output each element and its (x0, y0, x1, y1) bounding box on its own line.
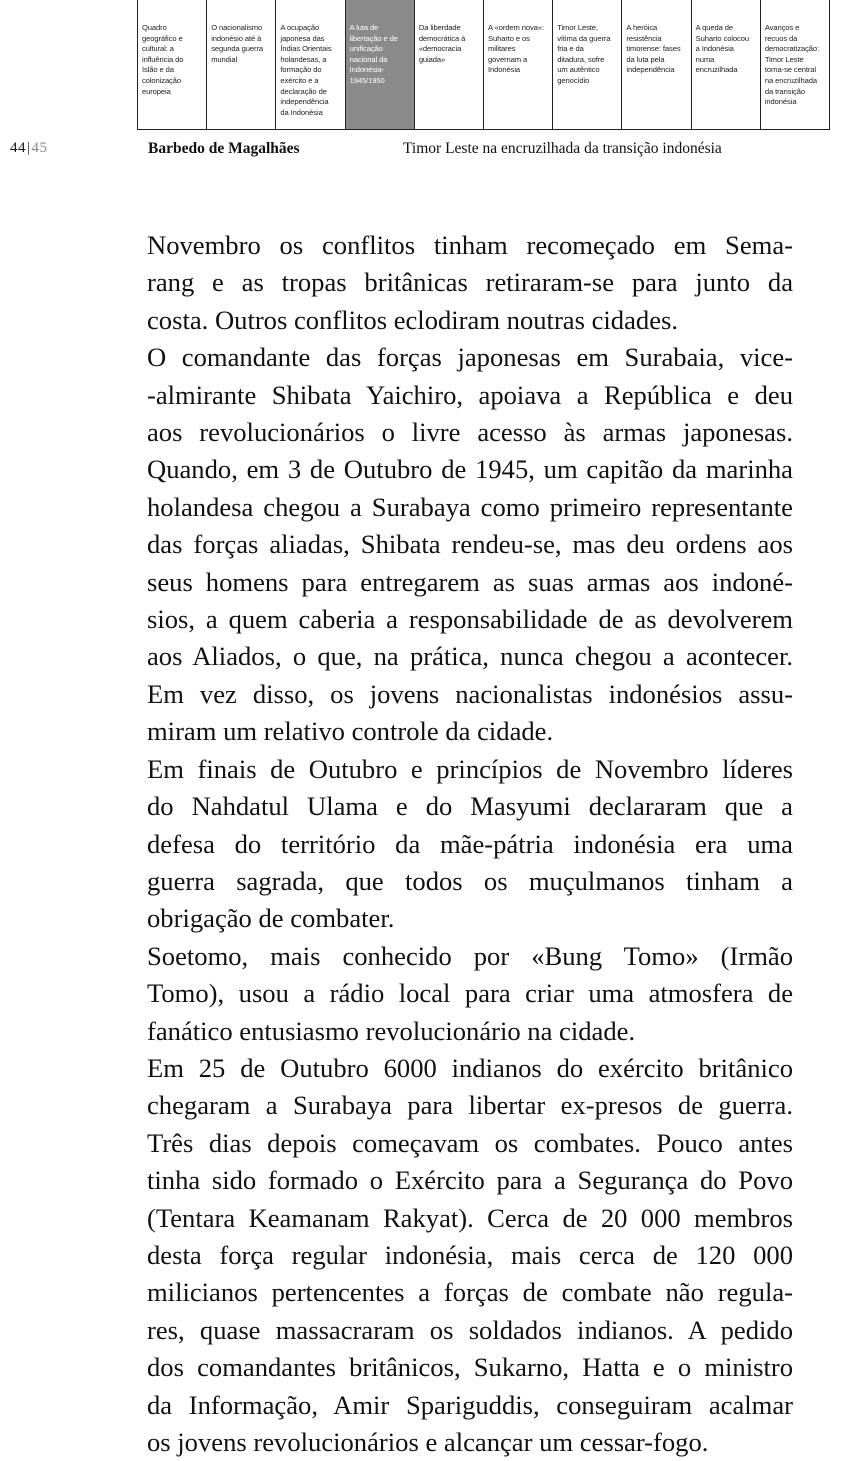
chapter-cell-line: unificação (349, 44, 383, 54)
body-line: dos comandantes britânicos, Sukarno, Hatta e o ministro (147, 1352, 793, 1383)
chapter-cell (414, 0, 483, 129)
chapter-cell-active (345, 0, 414, 129)
chapter-navigation-strip (137, 0, 830, 130)
chapter-cell-line: Suharto colocou (695, 33, 750, 43)
chapter-cell-line: encruzilhada (695, 65, 738, 75)
chapter-cell-line: da luta pela (626, 54, 665, 64)
page-number-right: 45 (31, 140, 48, 156)
chapter-cell-line: indonésio até à (211, 33, 262, 43)
chapter-cell (552, 0, 621, 129)
chapter-cell-line: na encruzilhada (764, 75, 817, 85)
body-line: rang e as tropas britânicas retiraram-se para junto da (147, 267, 793, 298)
chapter-cell-line: Suharto e os (488, 33, 530, 43)
page-number (10, 140, 48, 157)
body-line: do Nahdatul Ulama e do Masyumi declararam que a (147, 791, 793, 822)
body-line: seus homens para entregarem as suas armas aos indoné- (147, 566, 793, 597)
chapter-cell-line: fria e da (557, 44, 584, 54)
chapter-cell-line: independência (280, 97, 329, 107)
chapter-cell-line: resistência (626, 33, 662, 43)
chapter-cell (275, 0, 344, 129)
chapter-cell-line: militares (488, 44, 516, 54)
chapter-cell-line: A ocupação (280, 23, 320, 32)
body-text (147, 227, 793, 1461)
body-line: aos Aliados, o que, na prática, nunca chegou a acontecer. (147, 641, 793, 672)
chapter-cell-line: A «ordem nova»: (488, 23, 544, 32)
chapter-cell-line: A queda de (695, 23, 734, 32)
chapter-cell-line: A heróica (626, 23, 658, 32)
chapter-cell (206, 0, 275, 129)
chapter-cell-line: indonésia (764, 97, 797, 107)
body-line: tinha sido formado o Exército para a Segurança do Povo (147, 1165, 793, 1196)
chapter-cell-line: «democracia (418, 44, 462, 54)
chapter-cell-line: libertação e de (349, 33, 398, 43)
chapter-cell-line: da transição (764, 86, 805, 96)
body-line: costa. Outros conflitos eclodiram noutras cidades. (147, 304, 678, 335)
chapter-cell-line: cultural: a (142, 44, 174, 54)
chapter-cell (621, 0, 690, 129)
chapter-cell-line: Timor Leste (764, 54, 804, 64)
body-line: Em vez disso, os jovens nacionalistas indonésios assu- (147, 678, 793, 709)
chapter-cell-line: japonesa das (280, 33, 325, 43)
chapter-cell-line: nacional da (349, 54, 388, 64)
body-line: O comandante das forças japonesas em Surabaia, vice- (147, 342, 793, 373)
chapter-cell-line: vítima da guerra (557, 33, 611, 43)
chapter-cell-line: O nacionalismo (211, 23, 263, 32)
chapter-cell-line: independência (626, 65, 675, 75)
body-line: Três dias depois começavam os combates. Pouco antes (147, 1127, 793, 1158)
body-line: Novembro os conflitos tinham recomeçado em Sema- (147, 230, 793, 260)
chapter-cell-line: declaração de (280, 86, 327, 96)
chapter-cell-line: recuos da (764, 33, 798, 43)
chapter-cell-line: governam a (488, 54, 528, 64)
chapter-cell (691, 0, 760, 129)
body-line: miram um relativo controle da cidade. (147, 716, 554, 747)
body-line: defesa do território da mãe-pátria indonésia era uma (147, 828, 793, 859)
body-line: da Informação, Amir Spariguddis, conseguiram acalmar (147, 1389, 793, 1420)
chapter-cell-line: A luta de (349, 23, 379, 32)
body-line: os jovens revolucionários e alcançar um cessar-fogo. (147, 1427, 709, 1457)
chapter-cell-line: exército e a (280, 75, 319, 85)
chapter-cell-line: guiada» (418, 54, 446, 64)
chapter-cell-line: 1945/1950 (349, 75, 385, 85)
chapter-cell-line: Índias Orientais (280, 44, 332, 54)
body-line: Em 25 de Outubro 6000 indianos do exército britânico (147, 1052, 793, 1083)
chapter-cell-line: ditadura, sofre (557, 54, 605, 64)
body-line: Quando, em 3 de Outubro de 1945, um capitão da marinha (147, 454, 793, 485)
running-header-title: Timor Leste na encruzilhada da transição indonésia (403, 140, 722, 157)
page-number-left: 44 (10, 140, 26, 156)
chapter-cell-line: segunda guerra (211, 44, 264, 54)
chapter-cell (483, 0, 552, 129)
body-line: chegaram a Surabaya para libertar ex-presos de guerra. (147, 1090, 793, 1121)
chapter-cell-line: torna-se central (764, 65, 816, 75)
chapter-cell-line: democratização: (764, 44, 820, 54)
chapter-cell-line: Islão e da (142, 65, 174, 75)
body-line: desta força regular indonésia, mais cerca de 120 000 (147, 1239, 793, 1270)
chapter-cell-line: timorense: fases (626, 44, 681, 54)
chapter-cell-line: holandesas, a (280, 54, 327, 64)
chapter-cell-line: Da liberdade (418, 23, 461, 32)
body-line: milicianos pertencentes a forças de combate não regula- (147, 1277, 793, 1308)
chapter-cell-line: numa (695, 54, 715, 64)
page-number-separator: | (27, 140, 31, 156)
body-line: sios, a quem caberia a responsabilidade de as devolverem (147, 604, 793, 635)
body-line: Soetomo, mais conhecido por «Bung Tomo» (Irmão (147, 940, 793, 971)
chapter-cell-line: colonização (142, 75, 182, 85)
chapter-cell-line: Timor Leste, (557, 23, 598, 32)
chapter-cell-line: Quadro (142, 23, 167, 32)
chapter-cell-line: a Indonésia (695, 44, 734, 54)
body-line: holandesa chegou a Surabaya como primeiro representante (147, 491, 793, 522)
body-line: guerra sagrada, que todos os muçulmanos tinham a (147, 865, 793, 896)
chapter-cell-line: da Indonésia (280, 107, 323, 117)
chapter-cell-line: Indonésia (488, 65, 521, 75)
chapter-cell-line: um autêntico (557, 65, 600, 75)
chapter-cell-line: geográfico e (142, 33, 183, 43)
body-line: fanático entusiasmo revolucionário na cidade. (147, 1015, 636, 1046)
body-line: Em finais de Outubro e princípios de Novembro líderes (147, 753, 793, 784)
chapter-cell-line: democrática à (418, 33, 466, 43)
body-line: aos revolucionários o livre acesso às armas japonesas. (147, 417, 793, 448)
body-line: -almirante Shibata Yaichiro, apoiava a República e deu (147, 379, 793, 410)
chapter-cell-line: genocídio (557, 75, 590, 85)
body-line: das forças aliadas, Shibata rendeu-se, mas deu ordens aos (147, 529, 793, 560)
chapter-cell-line: Indonésia- (349, 65, 385, 75)
chapter-cell-line: influência do (142, 54, 184, 64)
running-header-author: Barbedo de Magalhães (148, 140, 300, 157)
chapter-cell-line: Avanços e (764, 23, 800, 32)
chapter-cell-line: mundial (211, 54, 238, 64)
chapter-cell (760, 0, 830, 129)
chapter-cell-line: europeia (142, 86, 171, 96)
body-line: res, quase massacraram os soldados indianos. A pedido (147, 1314, 793, 1345)
body-line: obrigação de combater. (147, 903, 395, 934)
chapter-cell (137, 0, 206, 129)
body-line: (Tentara Keamanam Rakyat). Cerca de 20 000 membros (147, 1202, 793, 1233)
body-line: Tomo), usou a rádio local para criar uma atmosfera de (147, 978, 793, 1009)
chapter-cell-line: formação do (280, 65, 322, 75)
